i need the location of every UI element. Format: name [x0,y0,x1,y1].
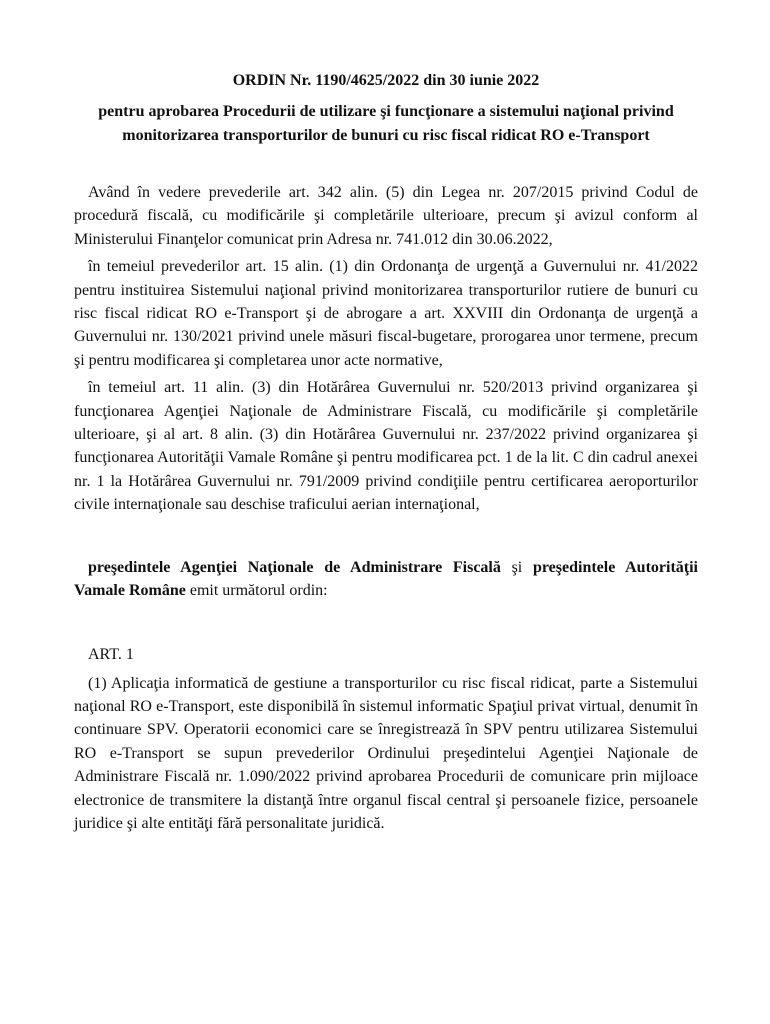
preamble-paragraph-3: în temeiul art. 11 alin. (3) din Hotărârea Guvernului nr. 520/2013 privind organizarea şi funcţionarea Agenţiei Naţionale de Administrare Fiscală, cu modificările şi completările ulterioare, şi al art. 8 alin. (3) din Hotărârea Guvernului nr. 237/2022 privind organizarea şi funcţionarea Autorităţii Vamale Române şi pentru modificarea pct. 1 de la lit. C din cadrul anexei nr. 1 la Hotărârea Guvernului nr. 791/2009 privind condiţiile pentru certificarea aeroporturilor civile internaţionale sau deschise traficului aerian internaţional, [74,379,698,514]
issuer-conjunction: şi [500,558,533,576]
document-title: ORDIN Nr. 1190/4625/2022 din 30 iunie 2022 [232,72,540,89]
issuer-avr: preşedintele Autorităţii Vamale Române [74,558,699,600]
article-paragraph-1: (1) Aplicaţia informatică de gestiune a transporturilor cu risc fiscal ridicat, parte a Sistemului naţional RO e-Transport, este disponibilă în sistemul informatic Spaţiul privat virtual, denumit în continuare SPV. Operatorii economici care se înregistrează în SPV pentru utilizarea Sistemului RO e-Transport se supun prevederilor Ordinului preşedintelui Agenţiei Naţionale de Administrare Fiscală nr. 1.090/2022 privind aprobarea Procedurii de comunicare prin mijloace electronice de transmitere la distanţă între organul fiscal central şi persoanele fizice, persoanele juridice şi alte entităţi fără personalitate juridică. [74,674,698,832]
issuer-tail: emit următorul ordin: [185,582,328,600]
preamble-paragraph-1: Având în vedere prevederile art. 342 alin. (5) din Legea nr. 207/2015 privind Codul de procedură fiscală, cu modificările şi completările ulterioare, precum şi avizul conform al Ministerului Finanţelor comunicat prin Adresa nr. 741.012 din 30.06.2022, [74,184,698,248]
issuers-paragraph [74,556,698,603]
document-subtitle: pentru aprobarea Procedurii de utilizare şi funcţionare a sistemului naţional privind monitorizarea transporturilor de bunuri cu risc fiscal ridicat RO e-Transport [98,103,674,144]
article-heading: ART. 1 [88,645,134,663]
document-page [74,0,698,835]
issuer-anaf: preşedintele Agenţiei Naţionale de Administrare Fiscală [88,558,501,576]
preamble-paragraph-2: în temeiul prevederilor art. 15 alin. (1) din Ordonanţa de urgenţă a Guvernului nr. 41/2022 pentru instituirea Sistemului naţional privind monitorizarea transporturilor rutiere de bunuri cu risc fiscal ridicat RO e-Transport şi de abrogare a art. XXVIII din Ordonanţa de urgenţă a Guvernului nr. 130/2021 privind unele măsuri fiscal-bugetare, prorogarea unor termene, precum şi pentru modificarea şi completarea unor acte normative, [74,258,698,369]
